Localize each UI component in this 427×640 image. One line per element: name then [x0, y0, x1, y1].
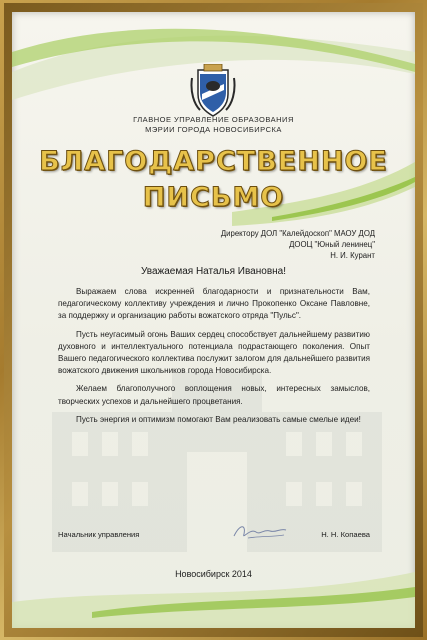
paragraph-2: Пусть неугасимый огонь Ваших сердец способствует дальнейшему развитию духовного и интеллектуального потенциала подрастающего поколения. Опыт Вашего педагогического коллектива послужит залогом для дальнейшего развития вожатского движения школьников города Новосибирска. [58, 329, 370, 376]
greeting: Уважаемая Наталья Ивановна! [140, 266, 287, 277]
org-name-line1: ГЛАВНОЕ УПРАВЛЕНИЕ ОБРАЗОВАНИЯ [133, 115, 294, 124]
novosibirsk-coat-of-arms-icon [190, 64, 236, 118]
org-name-line2: МЭРИИ ГОРОДА НОВОСИБИРСКА [145, 125, 282, 134]
paragraph-1: Выражаем слова искренней благодарности и признательности Вам, педагогическому коллективу учреждения и лично Прокопенко Оксане Павловне, за поддержку и организацию работы вожатского отряда "Пульс". [58, 287, 370, 321]
document-title-line2: ПИСЬМО [142, 182, 285, 213]
paragraph-4: Пусть энергия и оптимизм помогают Вам реализовать самые смелые идеи! [76, 414, 361, 424]
recipient-line3: Н. И. Курант [330, 251, 375, 260]
recipient-block [221, 228, 375, 261]
certificate-paper [12, 12, 415, 628]
letter-body [58, 286, 370, 432]
handwritten-signature [230, 520, 290, 542]
city-year: Новосибирск 2014 [175, 569, 252, 579]
document-title-line1: БЛАГОДАРСТВЕННОЕ [39, 146, 388, 177]
recipient-line2: ДООЦ "Юный ленинец" [289, 240, 375, 249]
paragraph-3: Желаем благополучного воплощения новых, интересных замыслов, творческих успехов и дальнейшего процветания. [58, 384, 370, 406]
recipient-line1: Директору ДОЛ "Калейдоскоп" МАОУ ДОД [220, 229, 375, 238]
signatory-position: Начальник управления [58, 530, 140, 539]
signatory-name: Н. Н. Копаева [321, 530, 370, 539]
